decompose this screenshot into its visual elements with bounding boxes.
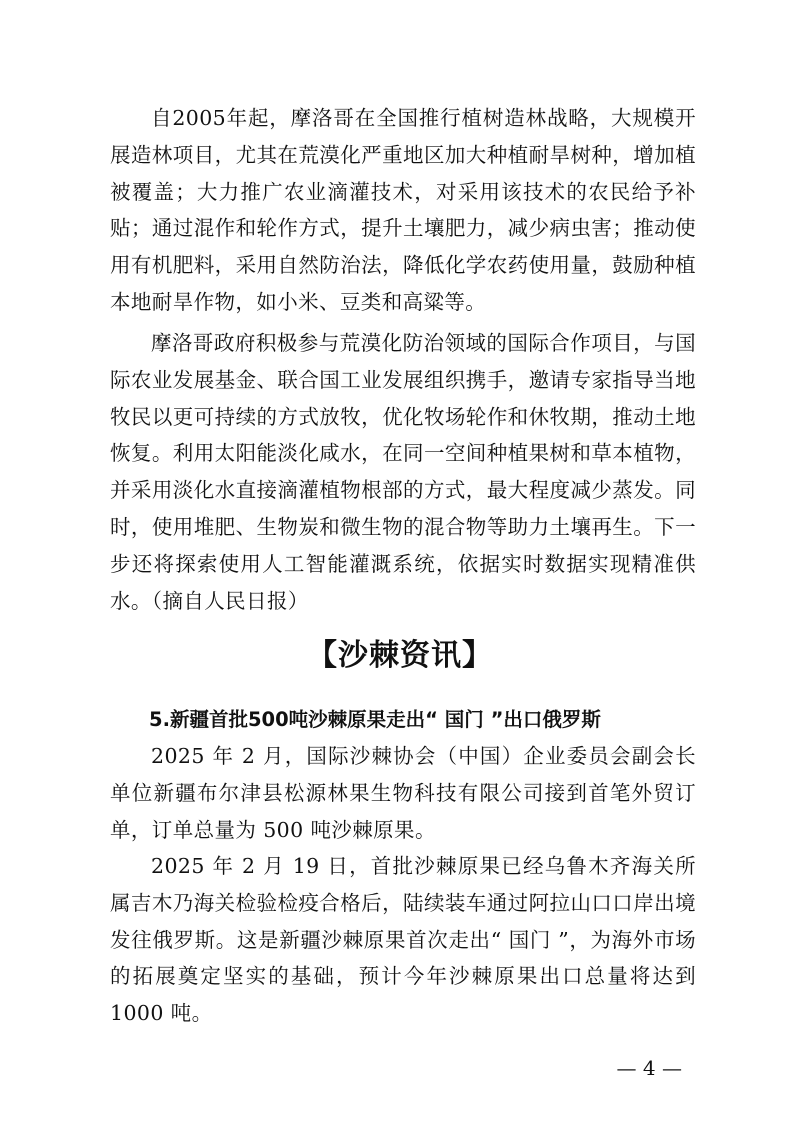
article-paragraph-export: 2025 年 2 月 19 日，首批沙棘原果已经乌鲁木齐海关所属吉木乃海关检验检疫合格后，陆续装车通过阿拉山口口岸出境发往俄罗斯。这是新疆沙棘原果首次走出“ 国门 ”，为海外市场的拓展奠定坚实的基础，预计今年沙棘原果出口总量将达到 1000 吨。 [110,854,696,1026]
paragraph-afforestation: 自2005年起，摩洛哥在全国推行植树造林战略，大规模开展造林项目，尤其在荒漠化严重地区加大种植耐旱树种，增加植被覆盖；大力推广农业滴灌技术，对采用该技术的农民给予补贴；通过混作和轮作方式，提升土壤肥力，减少病虫害；推动使用有机肥料，采用自然防治法，降低化学农药使用量，鼓励种植本地耐旱作物，如小米、豆类和高粱等。 [110,106,696,314]
section-title: 【沙棘资讯】 [307,638,493,673]
article-paragraph-order: 2025 年 2 月，国际沙棘协会（中国）企业委员会副会长单位新疆布尔津县松源林果生物科技有限公司接到首笔外贸订单，订单总量为 500 吨沙棘原果。 [110,744,696,842]
paragraph-international-cooperation: 摩洛哥政府积极参与荒漠化防治领域的国际合作项目，与国际农业发展基金、联合国工业发展组织携手，邀请专家指导当地牧民以更可持续的方式放牧，优化牧场轮作和休牧期，推动土地恢复。利用太阳能淡化咸水，在同一空间种植果树和草本植物，并采用淡化水直接滴灌植物根部的方式，最大程度减少蒸发。同时，使用堆肥、生物炭和微生物的混合物等助力土壤再生。下一步还将探索使用人工智能灌溉系统，依据实时数据实现精准供水。（摘自人民日报） [110,331,696,613]
article-heading: 5.新疆首批500吨沙棘原果走出“ 国门 ”出口俄罗斯 [149,708,601,731]
page-number: — 4 — [616,1056,682,1080]
